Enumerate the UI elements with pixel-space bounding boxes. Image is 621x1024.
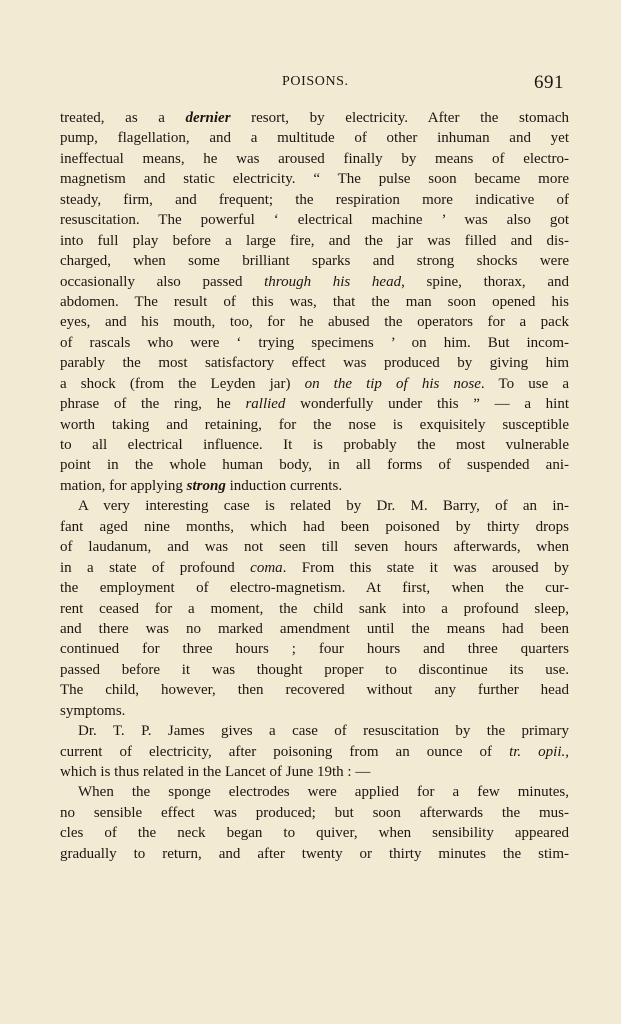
text-line: [60, 742, 569, 762]
text-line: [60, 435, 569, 455]
text-segment: no sensible effect was produced; but soon afterwards the mus-: [60, 804, 569, 821]
text-segment: the employment of electro-magnetism. At first, when the cur-: [60, 580, 569, 597]
text-segment: worth taking and retaining, for the nose is exquisitely susceptible: [60, 416, 569, 433]
text-segment: fant aged nine months, which had been poisoned by thirty drops: [60, 518, 569, 535]
text-segment: Dr. T. P. James gives a case of resuscitation by the primary: [78, 723, 569, 740]
running-head: POISONS.: [282, 74, 349, 89]
text-segment: through his head: [264, 273, 402, 290]
text-segment: eyes, and his mouth, too, for he abused the operators for a pack: [60, 314, 569, 331]
text-line: [60, 721, 569, 741]
text-line: [60, 415, 569, 435]
text-segment: abdomen. The result of this was, that the man soon opened his: [60, 293, 569, 310]
text-segment: rent ceased for a moment, the child sank into a profound sleep,: [60, 600, 569, 617]
text-line: [60, 619, 569, 639]
text-segment: gradually to return, and after twenty or thirty minutes the stim-: [60, 845, 569, 862]
text-line: [60, 128, 569, 148]
text-line: [60, 374, 569, 394]
text-segment: cles of the neck began to quiver, when sensibility appeared: [60, 825, 569, 842]
text-segment: magnetism and static electricity. “ The pulse soon became more: [60, 171, 569, 188]
text-line: [60, 312, 569, 332]
text-line: [60, 844, 569, 864]
text-line: [60, 578, 569, 598]
text-line: [60, 517, 569, 537]
text-line: [60, 476, 569, 496]
text-line: [60, 231, 569, 251]
text-segment: . To use a: [480, 375, 569, 392]
text-segment: resort, by electricity. After the stomach: [230, 110, 569, 126]
text-line: [60, 272, 569, 292]
text-line: [60, 762, 569, 782]
text-line: [60, 537, 569, 557]
text-segment: of rascals who were ‘ trying specimens ’ on him. But incom-: [60, 334, 569, 351]
text-line: [60, 149, 569, 169]
text-line: [60, 169, 569, 189]
text-segment: to all electrical influence. It is probably the most vulnerable: [60, 437, 569, 453]
text-segment: which is thus related in the Lancet of June 19th : —: [60, 764, 371, 780]
text-line: [60, 394, 569, 414]
body-text: [60, 108, 569, 864]
text-line: [60, 803, 569, 823]
text-segment: of laudanum, and was not seen till seven hours afterwards, when: [60, 539, 569, 556]
text-line: [60, 353, 569, 373]
text-line: [60, 782, 569, 802]
text-segment: , spine, thorax, and: [401, 273, 569, 290]
text-segment: pump, flagellation, and a multitude of other inhuman and yet: [60, 130, 569, 147]
text-segment: occasionally also passed: [60, 273, 265, 290]
text-segment: dernier: [185, 110, 231, 126]
text-segment: A very interesting case is related by Dr. M. Barry, of an in-: [78, 498, 569, 515]
text-segment: ,: [565, 743, 569, 760]
text-segment: symptoms.: [60, 702, 126, 719]
text-line: [60, 251, 569, 271]
text-line: [60, 639, 569, 659]
text-segment: on the tip of his nose: [304, 375, 481, 392]
text-line: [60, 190, 569, 210]
text-segment: phrase of the ring, he: [60, 396, 246, 413]
text-segment: induction currents.: [225, 477, 343, 494]
text-segment: a shock (from the Leyden jar): [60, 375, 305, 392]
text-segment: The child, however, then recovered without any further head: [60, 682, 569, 699]
text-segment: and there was no marked amendment until the means had been: [60, 620, 569, 637]
text-segment: in a state of profound: [60, 559, 251, 576]
text-segment: rallied: [245, 396, 286, 413]
text-line: [60, 333, 569, 353]
text-segment: mation, for applying: [60, 477, 187, 494]
text-line: [60, 108, 569, 128]
text-segment: point in the whole human body, in all forms of suspended ani-: [60, 457, 569, 474]
text-line: [60, 680, 569, 700]
text-segment: resuscitation. The powerful ‘ electrical machine ’ was also got: [60, 212, 569, 229]
text-segment: treated, as a: [60, 110, 186, 126]
text-line: [60, 660, 569, 680]
text-segment: tr. opii.: [509, 743, 566, 760]
text-segment: When the sponge electrodes were applied for a few minutes,: [78, 784, 569, 801]
text-line: [60, 701, 569, 721]
page-header: [0, 74, 621, 98]
text-line: [60, 558, 569, 578]
text-segment: wonderfully under this ” — a hint: [285, 396, 569, 413]
text-segment: parably the most satisfactory effect was produced by giving him: [60, 355, 569, 372]
text-line: [60, 292, 569, 312]
text-segment: current of electricity, after poisoning from an ounce of: [60, 743, 510, 760]
text-segment: into full play before a large fire, and the jar was filled and dis-: [60, 232, 569, 249]
text-line: [60, 599, 569, 619]
text-line: [60, 455, 569, 475]
text-segment: passed before it was thought proper to discontinue its use.: [60, 661, 569, 678]
text-line: [60, 210, 569, 230]
text-segment: continued for three hours ; four hours and three quarters: [60, 641, 569, 658]
text-segment: ineffectual means, he was aroused finally by means of electro-: [60, 150, 569, 167]
text-segment: coma: [250, 559, 283, 576]
text-segment: . From this state it was aroused by: [282, 559, 569, 576]
text-segment: strong: [186, 477, 226, 494]
text-line: [60, 496, 569, 516]
text-line: [60, 823, 569, 843]
text-segment: steady, firm, and frequent; the respiration more indicative of: [60, 191, 569, 208]
text-segment: charged, when some brilliant sparks and strong shocks were: [60, 253, 569, 270]
page-number: 691: [534, 72, 564, 93]
